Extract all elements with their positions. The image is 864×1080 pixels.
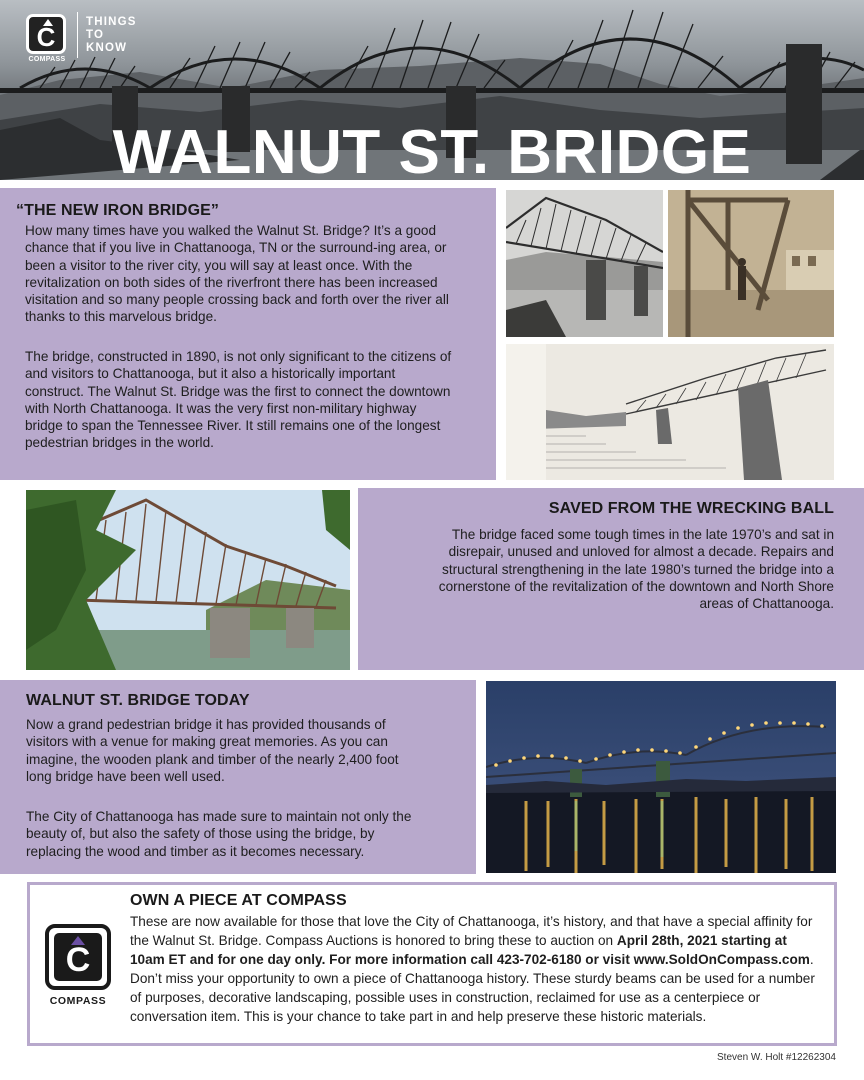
auction-details-link[interactable]: April 28th, 2021 starting at 10am ET and for one day only. For more information call 423-702-6180 or visit www.SoldOnCompass.com — [130, 933, 810, 967]
photo-credit: Steven W. Holt #12262304 — [717, 1052, 836, 1063]
bridge-today-paragraph-2: The City of Chattanooga has made sure to maintain not only the beauty of, but also the safety of those using the bridge, by replacing the wood and timber as it becomes necessary. — [26, 809, 412, 859]
night-bridge-photo — [486, 681, 836, 873]
compass-logo-large[interactable] — [45, 924, 111, 990]
tagline-line-1: THINGS — [86, 16, 137, 28]
historic-bridge-photo — [506, 190, 663, 337]
things-to-know-tagline — [86, 16, 137, 55]
own-a-piece-heading: OWN A PIECE AT COMPASS — [130, 892, 347, 909]
rusted-bridge-photo — [26, 490, 350, 670]
compass-c-icon: C — [36, 22, 56, 52]
compass-logo-label: COMPASS — [28, 56, 66, 63]
tagline-line-3: KNOW — [86, 42, 128, 54]
own-a-piece-text-outro: . Don’t miss your opportunity to own a piece of Chattanooga history. These sturdy beams can be used for a number of purposes, decorative landscaping, possible uses in construction, reclaimed for use as a centerpiece or conversation item. This is your chance to take part in and help preserve these historic materials. — [130, 952, 815, 1024]
historic-walkway-photo — [668, 190, 834, 337]
wrecking-ball-paragraph: The bridge faced some tough times in the late 1970’s and sat in disrepair, unused and unloved for almost a decade. Repairs and structural strengthening in the late 1980’s turned the bridge into a cornerstone of the revitalization of the downtown and North Shore areas of Chattanooga. — [438, 527, 834, 612]
wrecking-ball-heading: SAVED FROM THE WRECKING BALL — [548, 500, 834, 517]
bridge-today-paragraph-1: Now a grand pedestrian bridge it has provided thousands of visitors with a venue for making great memories. As you can imagine, the wooden plank and timber of the nearly 2,400 foot long bridge have been well used. — [26, 717, 399, 784]
compass-logo-large-label: COMPASS — [49, 995, 107, 1007]
hero-banner — [0, 0, 864, 180]
own-a-piece-text-intro: These are now available for those that love the City of Chattanooga, it’s history, and that have a special affinity for the Walnut St. Bridge. Compass Auctions is honored to bring these to auction on — [130, 914, 813, 948]
own-a-piece-paragraph — [130, 912, 820, 1026]
compass-arrow-icon — [43, 19, 53, 26]
iron-bridge-paragraph-2: The bridge, constructed in 1890, is not only significant to the citizens of and visitors to Chattanooga, but it also a historically important construct. The Walnut St. Bridge was the first to connect the downtown with North Chattanooga. It was the very first non-military highway bridge to span the Tennessee River. It still remains one of the longest pedestrian bridges in the world. — [25, 349, 452, 451]
compass-c-icon: C — [65, 941, 91, 979]
logo-divider — [77, 12, 78, 58]
page-title: WALNUT ST. BRIDGE — [112, 118, 752, 180]
tagline-line-2: TO — [86, 29, 105, 41]
iron-bridge-heading: “THE NEW IRON BRIDGE” — [16, 202, 219, 219]
iron-bridge-paragraph-1: How many times have you walked the Walnut St. Bridge? It’s a good chance that if you live in Chattanooga, TN or the surround-ing area, or been a visitor to the river city, you will say at least once. With the revitalization on both sides of the riverfront there has been increased visitation and so many people crossing back and forth over the river all thanks to this marvelous bridge. — [25, 223, 449, 325]
bridge-sketch-illustration — [506, 344, 834, 480]
compass-logo[interactable] — [26, 14, 66, 54]
bridge-today-heading: WALNUT ST. BRIDGE TODAY — [26, 692, 250, 709]
